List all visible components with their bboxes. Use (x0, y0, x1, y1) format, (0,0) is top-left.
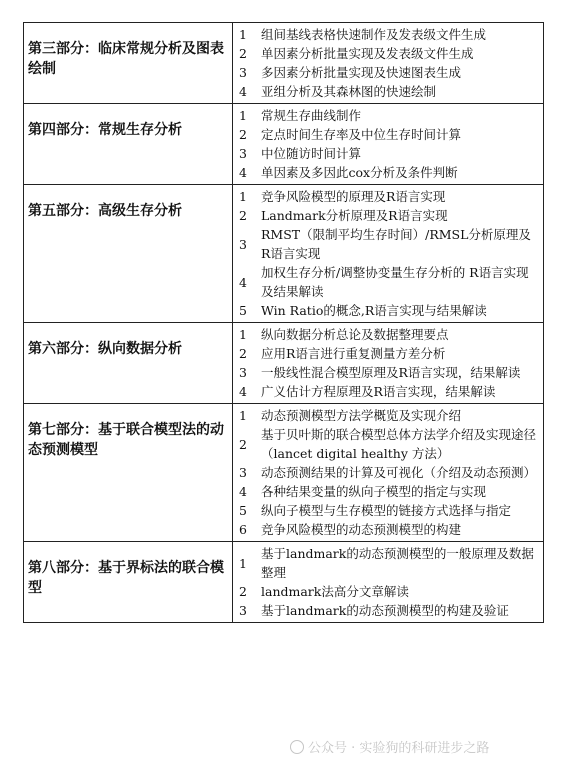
list-item (233, 482, 543, 501)
section-items (233, 23, 544, 104)
item-number: 4 (239, 165, 247, 180)
item-text: 单因素分析批量实现及发表级文件生成 (261, 46, 474, 61)
item-text: 应用R语言进行重复测量方差分析 (261, 346, 446, 361)
item-number: 2 (239, 584, 247, 599)
item-text: 竞争风险模型的动态预测模型的构建 (261, 522, 462, 537)
wechat-icon (290, 740, 304, 754)
section-title: 第五部分：高级生存分析 (24, 185, 233, 323)
list-item (233, 425, 543, 463)
item-number: 4 (239, 84, 247, 99)
list-item (233, 344, 543, 363)
list-item (233, 325, 543, 344)
item-number: 3 (239, 236, 247, 252)
item-text: 基于贝叶斯的联合模型总体方法学介绍及实现途径（lancet digital healthy 方法） (261, 427, 537, 461)
item-text: 多因素分析批量实现及快速图表生成 (261, 65, 462, 80)
item-text: 单因素及多因此cox分析及条件判断 (261, 165, 458, 180)
item-number: 5 (239, 503, 247, 518)
item-number: 2 (239, 208, 247, 223)
section-items (233, 542, 544, 623)
item-text: 动态预测结果的计算及可视化（介绍及动态预测） (261, 465, 537, 480)
list-item (233, 225, 543, 263)
item-text: 加权生存分析/调整协变量生存分析的 R语言实现及结果解读 (261, 265, 529, 299)
item-number: 1 (239, 408, 247, 423)
item-number: 1 (239, 108, 247, 123)
item-number: 2 (239, 346, 247, 361)
section-row (24, 185, 544, 323)
list-item (233, 125, 543, 144)
item-text: landmark法高分文章解读 (261, 584, 409, 599)
list-item (233, 106, 543, 125)
section-items (233, 323, 544, 404)
item-number: 1 (239, 27, 247, 42)
item-text: 常规生存曲线制作 (261, 108, 362, 123)
item-text: 纵向子模型与生存模型的链接方式选择与指定 (261, 503, 512, 518)
list-item (233, 601, 543, 620)
section-row (24, 323, 544, 404)
item-text: 纵向数据分析总论及数据整理要点 (261, 327, 449, 342)
watermark-text: 公众号 · 实验狗的科研进步之路 (308, 741, 490, 756)
list-item (233, 463, 543, 482)
section-row (24, 404, 544, 542)
section-title: 第三部分：临床常规分析及图表绘制 (24, 23, 233, 104)
item-number: 3 (239, 465, 247, 480)
item-text: 中位随访时间计算 (261, 146, 362, 161)
section-items (233, 185, 544, 323)
list-item (233, 363, 543, 382)
item-number: 3 (239, 365, 247, 380)
item-number: 5 (239, 303, 247, 318)
section-items (233, 104, 544, 185)
item-number: 4 (239, 274, 247, 290)
item-text: 基于landmark的动态预测模型的构建及验证 (261, 603, 509, 618)
item-text: 组间基线表格快速制作及发表级文件生成 (261, 27, 487, 42)
item-number: 2 (239, 436, 247, 452)
list-item (233, 82, 543, 101)
item-number: 3 (239, 65, 247, 80)
item-text: RMST（限制平均生存时间）/RMSL分析原理及R语言实现 (261, 227, 531, 261)
item-number: 1 (239, 555, 247, 571)
list-item (233, 44, 543, 63)
item-number: 4 (239, 384, 247, 399)
section-title: 第四部分：常规生存分析 (24, 104, 233, 185)
list-item (233, 406, 543, 425)
list-item (233, 263, 543, 301)
list-item (233, 582, 543, 601)
item-text: 广义估计方程原理及R语言实现，结果解读 (261, 384, 496, 399)
item-text: 动态预测模型方法学概览及实现介绍 (261, 408, 462, 423)
item-number: 4 (239, 484, 247, 499)
section-row (24, 23, 544, 104)
item-number: 1 (239, 327, 247, 342)
watermark (290, 737, 489, 756)
item-text: 定点时间生存率及中位生存时间计算 (261, 127, 462, 142)
item-text: 各种结果变量的纵向子模型的指定与实现 (261, 484, 487, 499)
item-text: 基于landmark的动态预测模型的一般原理及数据整理 (261, 546, 534, 580)
section-row (24, 104, 544, 185)
list-item (233, 63, 543, 82)
item-text: 竞争风险模型的原理及R语言实现 (261, 189, 446, 204)
item-number: 3 (239, 603, 247, 618)
list-item (233, 301, 543, 320)
item-text: 亚组分析及其森林图的快速绘制 (261, 84, 437, 99)
curriculum-table-body (24, 23, 544, 623)
list-item (233, 544, 543, 582)
list-item (233, 382, 543, 401)
list-item (233, 163, 543, 182)
item-text: 一般线性混合模型原理及R语言实现，结果解读 (261, 365, 521, 380)
section-items (233, 404, 544, 542)
list-item (233, 206, 543, 225)
item-number: 2 (239, 46, 247, 61)
section-title: 第六部分：纵向数据分析 (24, 323, 233, 404)
item-number: 1 (239, 189, 247, 204)
section-row (24, 542, 544, 623)
section-title: 第七部分：基于联合模型法的动态预测模型 (24, 404, 233, 542)
list-item (233, 501, 543, 520)
list-item (233, 144, 543, 163)
list-item (233, 25, 543, 44)
list-item (233, 520, 543, 539)
item-number: 2 (239, 127, 247, 142)
item-text: Win Ratio的概念,R语言实现与结果解读 (261, 303, 487, 318)
item-text: Landmark分析原理及R语言实现 (261, 208, 448, 223)
item-number: 6 (239, 522, 247, 537)
list-item (233, 187, 543, 206)
curriculum-table (23, 22, 544, 623)
item-number: 3 (239, 146, 247, 161)
section-title: 第八部分：基于界标法的联合模型 (24, 542, 233, 623)
